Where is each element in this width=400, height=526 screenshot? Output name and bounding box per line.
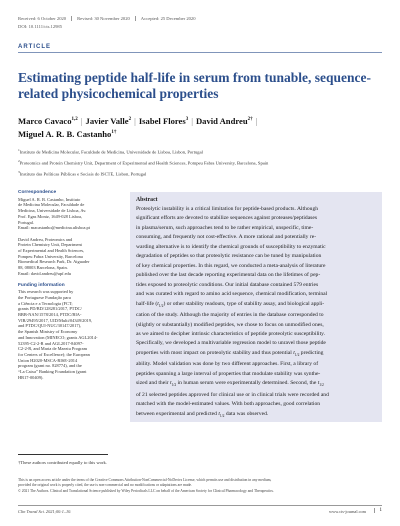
author-name[interactable]: Marco Cavaco	[18, 115, 72, 126]
affiliation-text: Proteomics and Protein Chemistry Unit, Department of Experimental and Health Sciences, Pompeu Fabra University, Barcelona, Spain	[19, 160, 269, 166]
abstract-line: significant efforts are devoted to stabilize sequences against proteases/peptidases	[136, 215, 318, 222]
affiliation-item	[18, 157, 382, 168]
abstract-line: properties with most impact on proteolytic stability and thus potential $t_{1/2}$ predicting	[136, 349, 324, 358]
correspondence-block	[18, 190, 122, 277]
correspondence-heading: Correspondence	[18, 190, 57, 195]
author-separator: |	[80, 115, 83, 126]
email-link[interactable]: Email: macastanho@medicina.ulisboa.pt	[18, 225, 90, 231]
accepted-date: Accepted: 25 December 2020	[140, 16, 196, 21]
abstract-line: consuming, and frequently not cost-effective. A more rational and potentially re-	[136, 234, 317, 241]
abstract-line: of key chemical properties. In this regard, we conducted a meta-analysis of literature	[136, 262, 326, 269]
correspondence-line: David Andreu, Proteomics and	[18, 236, 73, 242]
author-separator: |	[134, 115, 136, 126]
affiliation-text: Instituto de Medicina Molecular, Faculdade de Medicina, Universidade de Lisboa, Lisbon, Portugal	[19, 149, 203, 155]
funding-line: Union H2020-MSCA-RISE-2014	[18, 357, 78, 363]
correspondence-line: Prof. Egas Moniz, 1649-028 Lisboa,	[18, 213, 83, 219]
date-divider	[71, 16, 72, 21]
author-name[interactable]: David Andreu	[195, 115, 248, 126]
article-dates	[18, 16, 196, 21]
correspondence-line: Miguel A. R. B. Castanho, Instituto	[18, 196, 81, 202]
abstract-line: matched with the model-estimated values. With both approaches, good correlation	[136, 401, 321, 408]
funding-line: “La Caixa” Banking Foundation (grant	[18, 369, 87, 375]
funding-line: This research was supported by	[18, 289, 74, 295]
author-separator: |	[255, 115, 258, 126]
correspondence-line: of Experimental and Health Sciences,	[18, 248, 85, 254]
funding-line: and Innovation (MINECO; grants AGL2014-	[18, 334, 98, 340]
funding-line: a Ciência e a Tecnologia (FCT;	[18, 300, 73, 306]
sidebar	[18, 190, 122, 386]
funding-line: C2-2-R, and Maria de Maeztu Program	[18, 346, 88, 352]
abstract-line: sized and their $t_{1/2}$ in human serum were experimentally determined. Second, the $t_{1/2}$	[136, 380, 324, 388]
affiliation-item	[18, 168, 382, 179]
abstract-line: (slightly or substantially) modified peptides, we chose to focus on unmodified ones,	[136, 321, 324, 328]
doi[interactable]: DOI: 10.1111/cts.12985	[18, 24, 63, 29]
abstract-line: cation of the study. Although the majority of entries in the database corresponded to	[136, 312, 324, 319]
author-affil-sup: 1,2	[71, 117, 78, 122]
author-name[interactable]: Isabel Flores	[138, 115, 186, 126]
license-line: © 2021 The Authors. Clinical and Translational Science published by Wiley Periodicals LLC on behalf of the American Society for Clinical Pharmacology and Therapeutics.	[18, 488, 274, 493]
funding-heading: Funding information	[18, 282, 65, 288]
author-affil-sup: 1†	[111, 129, 117, 135]
email-link[interactable]: Email: david.andreu@upf.edu	[18, 270, 71, 276]
title-line: Estimating peptide half-life in serum from tunable, sequence-	[18, 70, 371, 85]
funding-line: VIR/29495/2017, UID/Multi/04349/2019,	[18, 317, 93, 323]
page-number: 1	[374, 508, 383, 513]
author-affil-sup: 3	[185, 117, 189, 122]
affiliation-sup: 3	[18, 170, 20, 175]
abstract-line: degradation of peptides so that proteolytic resistance can be tuned by manipulation	[136, 253, 322, 260]
funding-line: HR17-00409).	[18, 374, 44, 380]
article-title	[18, 70, 382, 102]
affiliation-text: Instituto das Políticas Públicas e Sociais do ISCTE, Lisbon, Portugal	[19, 171, 147, 177]
correspondence-line: de Medicina Molecular, Faculdade de	[18, 202, 85, 208]
journal-site-link[interactable]: www.cts-journal.com	[329, 509, 366, 514]
abstract-line: half-life $(t_{1/2})$ or other stability readouts, type of stability assay, and biological appli-	[136, 300, 325, 308]
title-line: related physicochemical properties	[18, 86, 219, 101]
author-separator: |	[191, 115, 193, 126]
section-label: ARTICLE	[18, 44, 51, 50]
affiliation-sup: 2	[18, 159, 20, 164]
footer-rule	[18, 505, 382, 506]
correspondence-line: Biomedical Research Park, Dr. Aiguader	[18, 259, 90, 265]
header-rule	[18, 52, 382, 53]
revised-date: Revised: 30 November 2020	[77, 16, 130, 21]
license-line: provided the original work is properly cited, the use is non-commercial and no modifications or adaptations are made.	[18, 483, 192, 488]
license-notice	[18, 478, 382, 494]
footnote-rule	[18, 454, 108, 455]
footnote: †These authors contributed equally to this work.	[18, 460, 107, 465]
affiliation-item	[18, 146, 382, 157]
abstract-line: Specifically, we developed a multivariable regression model to unravel those peptide	[136, 340, 326, 347]
abstract-line: published over the last decade reporting experimental data on the lifetimes of pep-	[136, 272, 321, 279]
abstract-line: Proteolytic instability is a critical limitation for peptide-based products. Although	[136, 206, 319, 212]
abstract-line: in plasma/serum, such approaches tend to be rather empirical, unspecific, time-	[136, 224, 314, 231]
abstract-line: as we aimed to decipher intrinsic characteristics of peptide proteolytic susceptibility.	[136, 331, 325, 337]
affiliation-sup: 1	[18, 148, 20, 152]
funding-line: for Centers of Excellence); the European	[18, 351, 90, 357]
abstract-line: between experimental and predicted $t_{1/2}$ data was observed.	[136, 410, 269, 418]
correspondence-line: 88, 08003 Barcelona, Spain.	[18, 265, 68, 271]
abstract-body	[136, 205, 376, 421]
date-divider	[135, 16, 136, 21]
funding-line: the Portuguese Fundação para	[18, 294, 71, 300]
abstract-line: warding alternative is to identify the chemical grounds of susceptibility to enzymatic	[136, 243, 326, 250]
abstract-heading: Abstract	[136, 197, 158, 203]
author-list	[18, 114, 382, 140]
journal-citation: Clin Transl Sci. 2021;00:1–10.	[18, 509, 72, 514]
author-name[interactable]: Miguel A. R. B. Castanho	[18, 128, 112, 139]
funding-line: program (grant no. 828774), and the	[18, 363, 82, 369]
abstract-line: of 21 selected peptides approved for clinical use or in clinical trials were recorded and	[136, 391, 329, 398]
funding-line: BBB-NAN/1578/2014, PTDC/BIA-	[18, 312, 82, 318]
license-line: This is an open access article under the terms of the Creative Commons Attribution-NonCommercial-NoDerivs License, which permits use and distribution in any medium,	[18, 478, 272, 482]
abstract-box	[130, 192, 382, 422]
abstract-line: ability. Model validation was done by two different approaches. First, a library of	[136, 361, 319, 368]
abstract-line: tides exposed to proteolytic conditions. Our initial database contained 579 entries	[136, 281, 319, 288]
author-name[interactable]: Javier Valle	[85, 115, 129, 126]
abstract-line: peptides spanning a large interval of properties that modulate stability was synthe-	[136, 370, 321, 377]
abstract-line: and was curated with regard to amino acid sequence, chemical modification, terminal	[136, 291, 328, 298]
funding-line: the Spanish Ministry of Economy	[18, 329, 78, 335]
author-affil-sup: 2†	[247, 117, 253, 122]
correspondence-line: Portugal.	[18, 219, 34, 225]
received-date: Received: 6 October 2020	[18, 16, 67, 21]
affiliation-list	[18, 146, 382, 179]
author-affil-sup: 2	[128, 117, 132, 122]
funding-line: grants PD/BD/128281/2017, PTDC/	[18, 306, 82, 312]
correspondence-line: Protein Chemistry Unit, Department	[18, 242, 82, 248]
correspondence-line: Pompeu Fabra University, Barcelona	[18, 253, 83, 259]
funding-line: 52395-C2-2-R and AGL2017-84097-	[18, 340, 84, 346]
funding-line: and PTDC/QUI-NUC/30147/2017),	[18, 323, 82, 329]
correspondence-line: Medicina, Universidade de Lisboa, Av.	[18, 208, 87, 214]
funding-block	[18, 283, 122, 381]
